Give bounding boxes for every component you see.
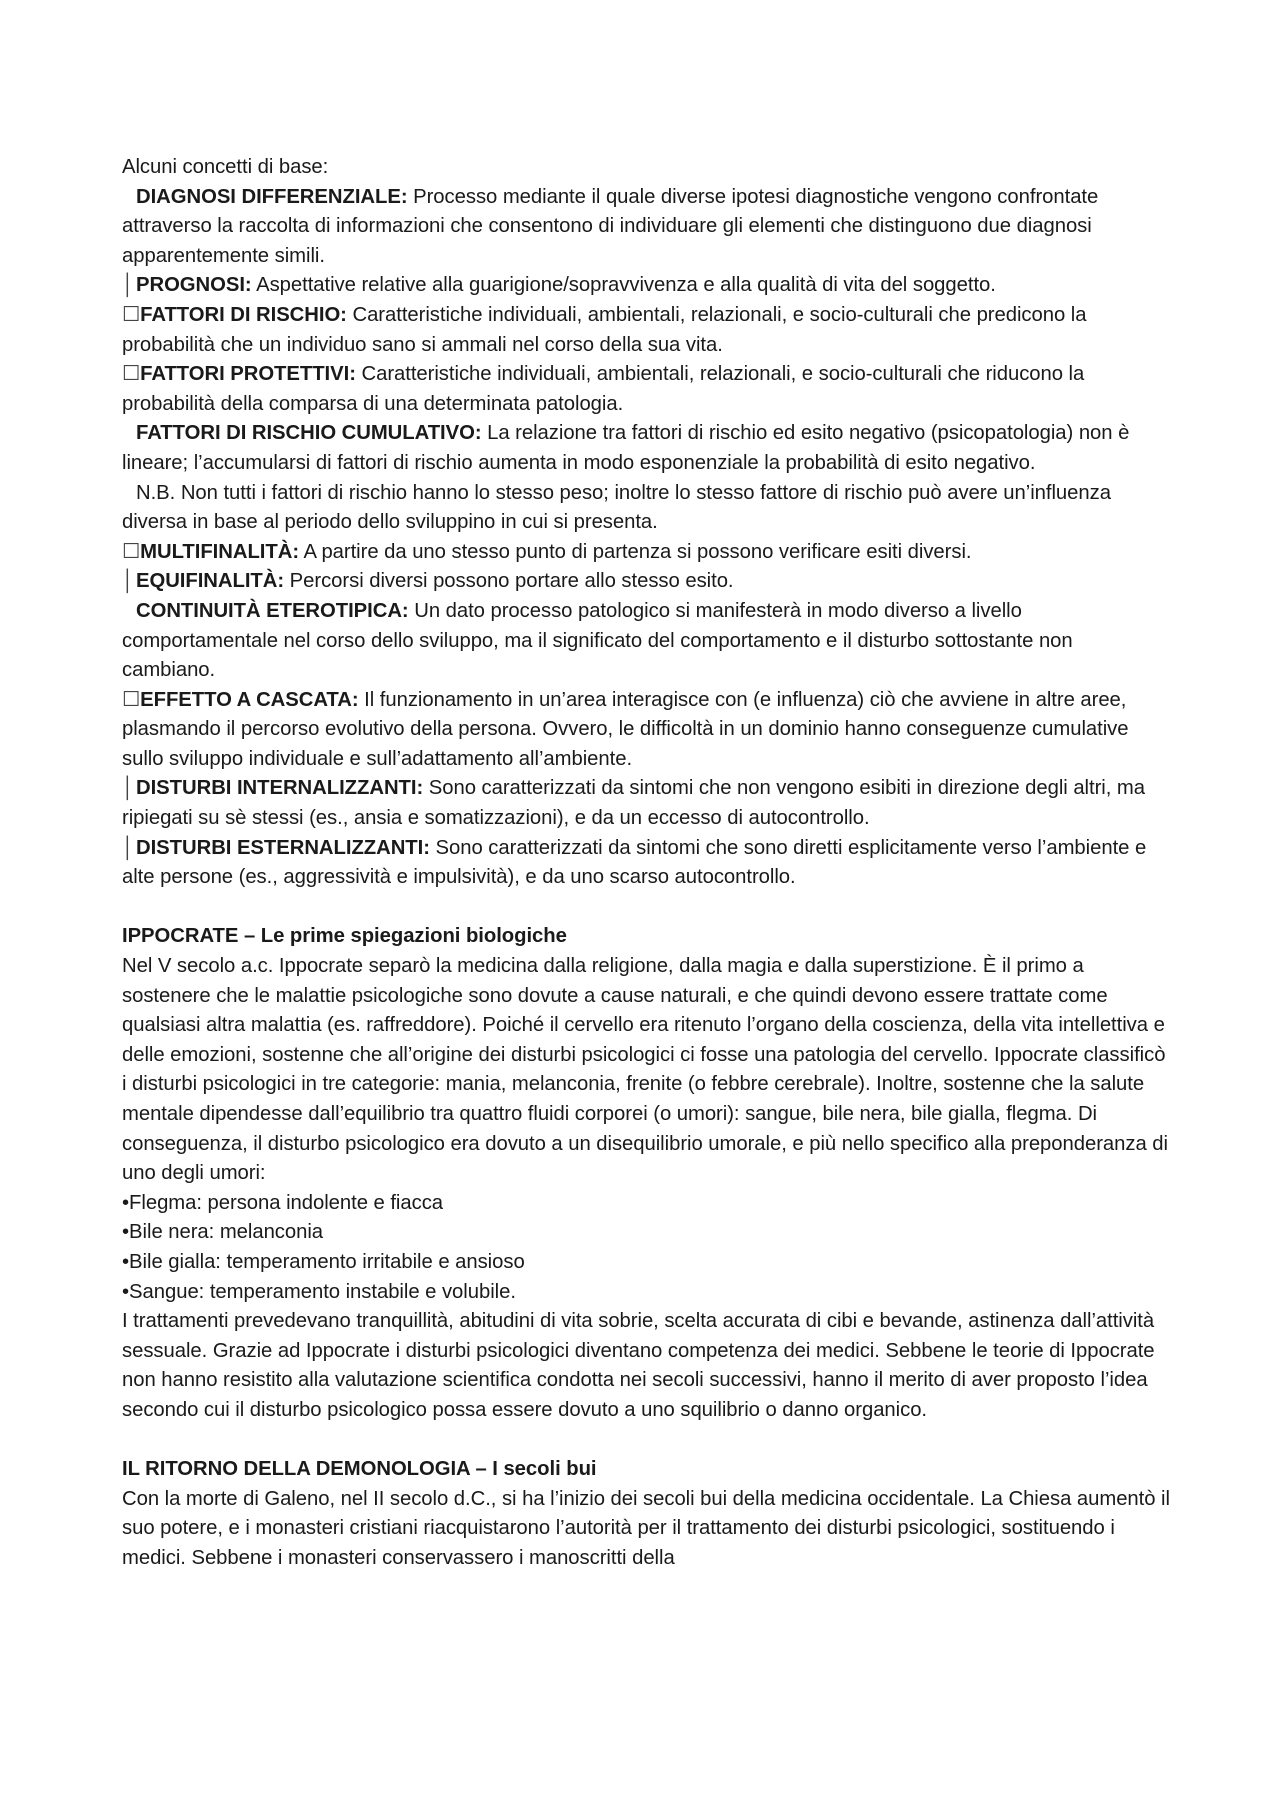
concept-prognosi <box>122 271 1170 301</box>
bullet-glyph: ☐ <box>122 688 141 711</box>
concept-definition: Sono caratterizzati da sintomi che non vengono esibiti in direzione degli altri, ma ripiegati su sè stessi (es., ansia e somatizzazioni), e da un eccesso di autocontrollo. <box>122 777 1145 830</box>
concept-definition: N.B. Non tutti i fattori di rischio hanno lo stesso peso; inoltre lo stesso fattore di rischio può avere un’influenza diversa in base al periodo dello sviluppino in cui si presenta. <box>122 481 1111 534</box>
blank-line <box>122 893 1170 923</box>
bullet-glyph: │ <box>122 836 135 859</box>
concept-definition: Percorsi diversi possono portare allo stesso esito. <box>284 570 734 593</box>
blank-line <box>122 1426 1170 1456</box>
concept-term: PROGNOSI: <box>136 274 252 297</box>
concepts-list <box>122 183 1170 893</box>
concept-continuita-eterotipica <box>122 597 1170 686</box>
concept-definition: Il funzionamento in un’area interagisce con (e influenza) ciò che avviene in altre aree, plasmando il percorso evolutivo della persona. Ovvero, le difficoltà in un dominio hanno conseguenze cumulative sullo sviluppo individuale e sull’adattamento all’ambiente. <box>122 688 1129 770</box>
bullet-glyph: ☐ <box>122 540 141 563</box>
bullet-glyph: │ <box>122 570 135 593</box>
concept-definition: Un dato processo patologico si manifesterà in modo diverso a livello comportamentale nel corso dello sviluppo, ma il significato del comportamento e il disturbo sottostante non cambiano. <box>122 599 1073 682</box>
bullet-glyph: │ <box>122 777 135 800</box>
concept-term: FATTORI DI RISCHIO CUMULATIVO: <box>136 422 482 445</box>
bullet-glyph: ☐ <box>122 303 141 326</box>
concept-effetto-a-cascata <box>122 686 1170 775</box>
concept-definition: Processo mediante il quale diverse ipotesi diagnostiche vengono confrontate attraverso la raccolta di informazioni che consentono di individuare gli elementi che distinguono due diagnosi apparentemente simili. <box>122 185 1099 267</box>
section-paragraph: Con la morte di Galeno, nel II secolo d.C., si ha l’inizio dei secoli bui della medicina occidentale. La Chiesa aumentò il suo potere, e i monasteri cristiani riacquistarono l’autorità per il trattamento dei disturbi psicologici, sostituendo i medici. Sebbene i monasteri conservassero i manoscritti della <box>122 1487 1170 1569</box>
concept-fattori-rischio-cumulativo <box>122 419 1170 478</box>
concept-definition: Sono caratterizzati da sintomi che sono diretti esplicitamente verso l’ambiente e alte persone (es., aggressività e impulsività), e da uno scarso autocontrollo. <box>122 836 1147 889</box>
concept-definition: Caratteristiche individuali, ambientali, relazionali, e socio-culturali che predicono la probabilità che un individuo sano si ammali nel corso della sua vita. <box>122 303 1087 356</box>
concept-term: DISTURBI ESTERNALIZZANTI: <box>136 836 430 859</box>
concept-multifinalita <box>122 538 1170 568</box>
document-page <box>122 153 1170 1574</box>
concept-diagnosi-differenziale <box>122 183 1170 272</box>
humor-bullet-flegma: •Flegma: persona indolente e fiacca <box>122 1191 444 1214</box>
concept-term: DISTURBI INTERNALIZZANTI: <box>136 777 424 800</box>
humor-bullet-bile-gialla: •Bile gialla: temperamento irritabile e ansioso <box>122 1250 525 1273</box>
humor-bullet-sangue: •Sangue: temperamento instabile e volubile. <box>122 1280 516 1303</box>
note-nb <box>122 479 1170 538</box>
concept-term: EQUIFINALITÀ: <box>136 570 285 593</box>
concept-definition: La relazione tra fattori di rischio ed esito negativo (psicopatologia) non è lineare; l’accumularsi di fattori di rischio aumenta in modo esponenziale la probabilità di esito negativo. <box>122 422 1130 474</box>
section-paragraph: I trattamenti prevedevano tranquillità, abitudini di vita sobrie, scelta accurata di cibi e bevande, astinenza dall’attività sessuale. Grazie ad Ippocrate i disturbi psicologici diventano competenza dei medici. Sebbene le teorie di Ippocrate non hanno resistito alla valutazione scientifica condotta nei secoli successivi, hanno il merito di aver proposto l’idea secondo cui il disturbo psicologico possa essere dovuto a uno squilibrio o danno organico. <box>122 1310 1155 1421</box>
bullet-glyph: │ <box>122 274 135 297</box>
concept-fattori-di-rischio <box>122 301 1170 360</box>
concept-definition: Caratteristiche individuali, ambientali, relazionali, e socio-culturali che riducono la probabilità della comparsa di una determinata patologia. <box>122 363 1085 415</box>
concept-term: CONTINUITÀ ETEROTIPICA: <box>136 599 409 622</box>
concept-term: FATTORI PROTETTIVI: <box>140 363 356 386</box>
concept-disturbi-internalizzanti <box>122 774 1170 833</box>
concept-fattori-protettivi <box>122 360 1170 419</box>
intro-line: Alcuni concetti di base: <box>122 156 329 178</box>
concept-equifinalita <box>122 567 1170 597</box>
section-heading: IPPOCRATE – Le prime spiegazioni biologiche <box>122 925 567 948</box>
concept-term: FATTORI DI RISCHIO: <box>140 303 347 326</box>
concept-disturbi-esternalizzanti <box>122 834 1170 893</box>
concept-definition: A partire da uno stesso punto di partenza si possono verificare esiti diversi. <box>299 540 972 563</box>
concept-term: MULTIFINALITÀ: <box>140 540 300 563</box>
bullet-glyph: ☐ <box>122 363 141 386</box>
concept-term: EFFETTO A CASCATA: <box>140 688 359 711</box>
concept-definition: Aspettative relative alla guarigione/sopravvivenza e alla qualità di vita del soggetto. <box>251 274 996 297</box>
section-paragraph: Nel V secolo a.c. Ippocrate separò la medicina dalla religione, dalla magia e dalla superstizione. È il primo a sostenere che le malattie psicologiche sono dovute a cause naturali, e che quindi devono essere trattate come qualsiasi altra malattia (es. raffreddore). Poiché il cervello era ritenuto l’organo della coscienza, della vita intellettiva e delle emozioni, sostenne che all’origine dei disturbi psicologici ci fosse una patologia del cervello. Ippocrate classificò i disturbi psicologici in tre categorie: mania, melanconia, frenite (o febbre cerebrale). Inoltre, sostenne che la salute mentale dipendesse dall’equilibrio tra quattro fluidi corporei (o umori): sangue, bile nera, bile gialla, flegma. Di conseguenza, il disturbo psicologico era dovuto a un disequilibrio umorale, e più nello specifico alla preponderanza di uno degli umori: <box>122 955 1168 1185</box>
section-demonologia <box>122 1455 1170 1573</box>
section-ippocrate <box>122 922 1170 1425</box>
concept-term: DIAGNOSI DIFFERENZIALE: <box>136 185 408 208</box>
section-heading: IL RITORNO DELLA DEMONOLOGIA – I secoli bui <box>122 1458 597 1481</box>
humor-bullet-bile-nera: •Bile nera: melanconia <box>122 1221 324 1244</box>
